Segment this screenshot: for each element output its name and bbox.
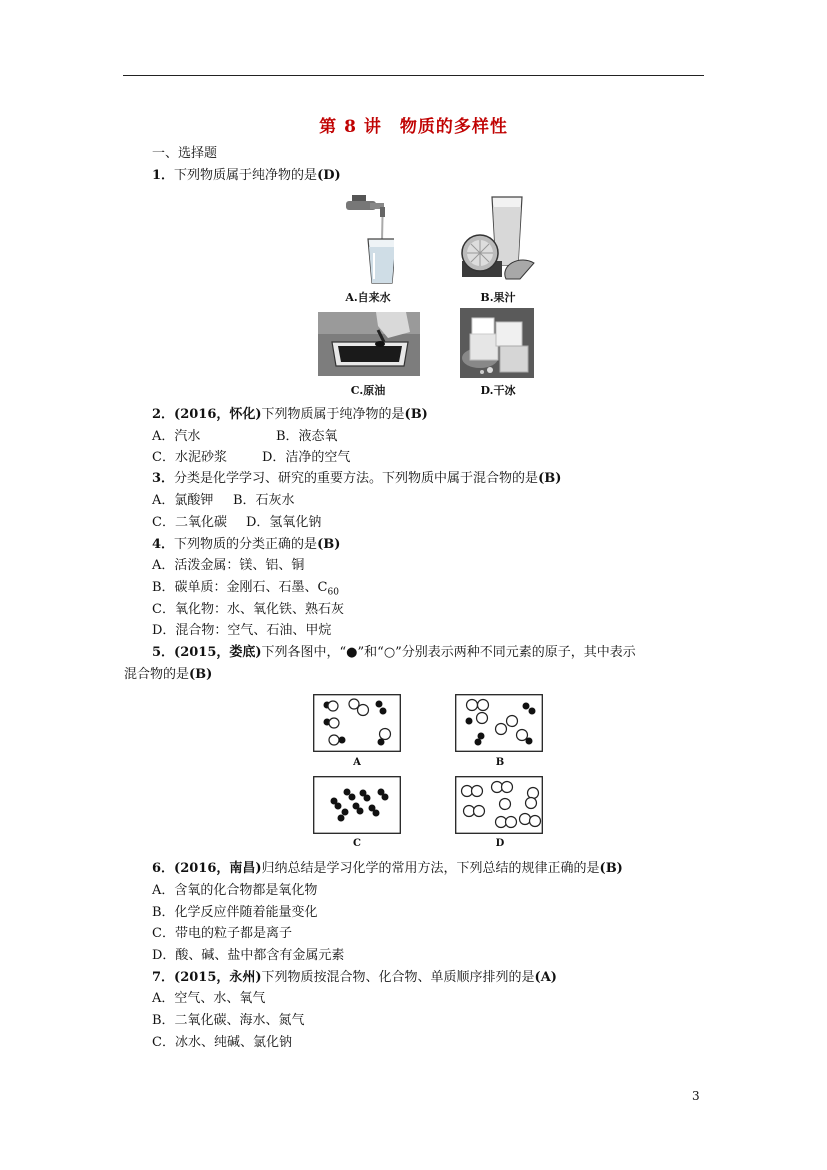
option-c: C．氧化物：水、氧化铁、熟石灰 [152, 602, 344, 617]
option-c: C．带电的粒子都是离子 [152, 926, 292, 941]
question-4 [152, 537, 340, 553]
option-b: B．石灰水 [233, 493, 295, 508]
option-a: A．含氧的化合物都是氧化物 [152, 883, 318, 898]
question-number: 2． [152, 407, 175, 422]
option-d: D．洁净的空气 [262, 450, 351, 465]
option-d: D．酸、碱、盐中都含有金属元素 [152, 948, 345, 963]
answer: (A) [534, 970, 557, 985]
question-number: 5． [152, 645, 175, 660]
question-number: 4． [152, 537, 175, 552]
option-d: D．混合物：空气、石油、甲烷 [152, 623, 332, 638]
option-b-subscript: 60 [327, 587, 339, 598]
page-number: 3 [692, 1089, 700, 1103]
particle-box-d [455, 776, 543, 834]
question-6 [152, 861, 623, 877]
particle-box-c [313, 776, 401, 834]
box-label-c: C [353, 838, 361, 849]
juice-image [458, 193, 538, 281]
particle-box-b [455, 694, 543, 752]
question-7 [152, 970, 557, 986]
question-text: 混合物的是 [124, 667, 190, 682]
question-number: 3． [152, 471, 175, 486]
question-source: (2016，怀化) [174, 407, 262, 422]
crude-oil-image [318, 312, 420, 376]
question-source: (2015，娄底) [174, 645, 262, 660]
question-number: 6． [152, 861, 175, 876]
header-rule [123, 75, 704, 76]
box-label-a: A [353, 757, 361, 768]
question-source: (2015，永州) [174, 970, 262, 985]
answer: (B) [599, 861, 623, 876]
answer: (B) [538, 471, 562, 486]
option-a: A．空气、水、氧气 [152, 991, 266, 1006]
question-1 [152, 168, 341, 184]
particle-box-a [313, 694, 401, 752]
image-caption-b: B.果汁 [480, 291, 516, 304]
answer: (B) [189, 667, 213, 682]
question-5 [152, 645, 636, 661]
image-caption-d: D.干冰 [480, 384, 516, 397]
answer: (B) [317, 537, 341, 552]
question-text: 下列物质按混合物、化合物、单质顺序排列的是 [261, 970, 535, 985]
option-d: D．氢氧化钠 [246, 515, 322, 530]
question-3 [152, 471, 561, 487]
question-5-cont [124, 667, 212, 683]
question-number: 7． [152, 970, 175, 985]
image-caption-a: A.自来水 [345, 291, 391, 304]
option-b [152, 580, 339, 601]
question-source: (2016，南昌) [174, 861, 262, 876]
option-a: A．氯酸钾 [152, 493, 214, 508]
question-text: 下列物质属于纯净物的是 [261, 407, 405, 422]
option-c: C．二氧化碳 [152, 515, 227, 530]
answer: (B) [404, 407, 428, 422]
option-b: B．化学反应伴随着能量变化 [152, 905, 318, 920]
dry-ice-image [460, 308, 534, 378]
option-a: A．活泼金属：镁、铝、铜 [152, 558, 305, 573]
question-text: 分类是化学学习、研究的重要方法。下列物质中属于混合物的是 [174, 471, 539, 486]
page-title: 第 8 讲 物质的多样性 [319, 117, 508, 137]
box-label-b: B [495, 757, 505, 768]
tap-water-image [338, 193, 394, 285]
question-text: 下列物质属于纯净物的是 [174, 168, 318, 183]
answer: (D) [317, 168, 341, 183]
question-text: 下列物质的分类正确的是 [174, 537, 318, 552]
question-text: 下列各图中，“●”和“○”分别表示两种不同元素的原子，其中表示 [261, 645, 636, 660]
option-b: B．二氧化碳、海水、氮气 [152, 1013, 305, 1028]
question-text: 归纳总结是学习化学的常用方法，下列总结的规律正确的是 [261, 861, 600, 876]
option-b-text: B．碳单质：金刚石、石墨、C [152, 580, 328, 595]
option-c: C．水泥砂浆 [152, 450, 227, 465]
image-caption-c: C.原油 [350, 384, 386, 397]
question-2 [152, 407, 428, 423]
option-a: A．汽水 [152, 429, 201, 444]
option-b: B．液态氧 [276, 429, 338, 444]
question-number: 1． [152, 168, 175, 183]
section-heading: 一、选择题 [152, 146, 218, 161]
option-c: C．冰水、纯碱、氯化钠 [152, 1035, 292, 1050]
box-label-d: D [495, 838, 505, 849]
